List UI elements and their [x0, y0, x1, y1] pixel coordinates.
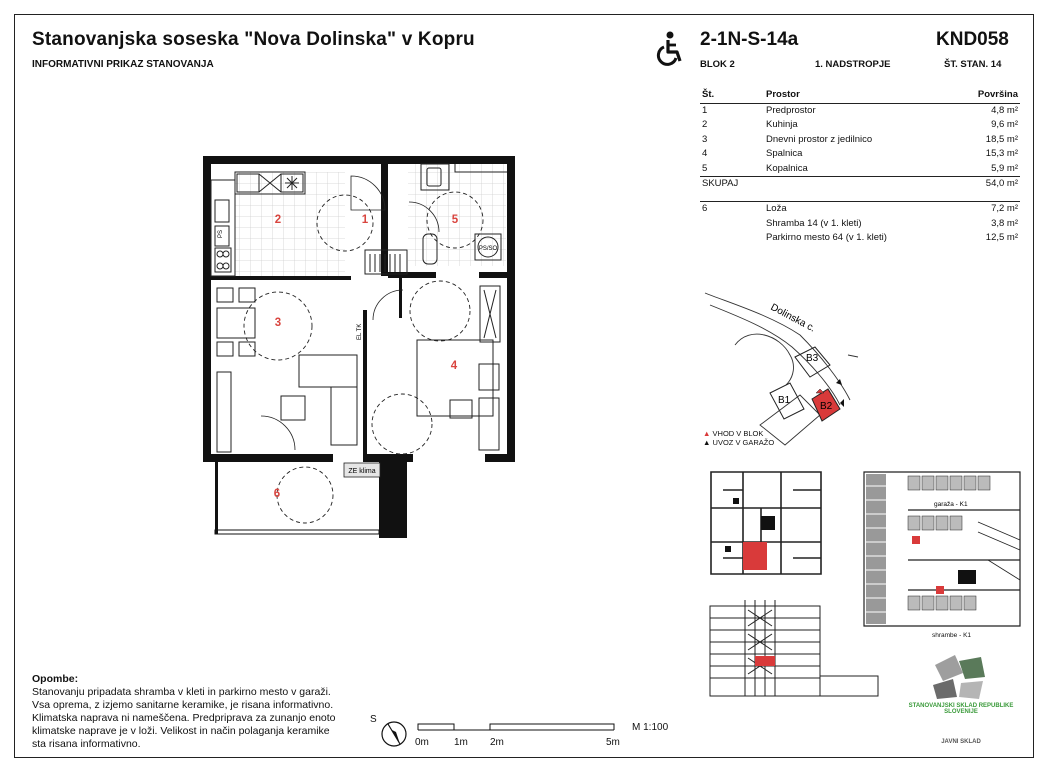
wall [363, 310, 367, 454]
organization-sub: JAVNI SKLAD [941, 739, 981, 745]
room-number: 4 [450, 360, 458, 372]
label-ps: PS [218, 229, 224, 239]
wall [211, 276, 351, 280]
organization-name: STANOVANJSKI SKLAD REPUBLIKE SLOVENIJE [908, 703, 1014, 715]
garage-plan [858, 470, 1026, 635]
scale-tick: 5m [606, 737, 620, 748]
sofa [299, 355, 357, 387]
wall [215, 462, 218, 534]
row-area: 4,8 m² [991, 104, 1018, 116]
room-number: 1 [361, 214, 369, 226]
block-b2-label: B2 [820, 401, 833, 412]
row-num: 3 [702, 133, 708, 145]
storage-label-visible: shrambe - K1 [932, 632, 972, 639]
street-name: Dolinska c. [768, 301, 817, 335]
section-plan [700, 596, 880, 706]
wall [382, 156, 515, 164]
col-header-room: Prostor [764, 88, 953, 103]
floor-label: 1. NADSTROPJE [815, 59, 891, 70]
table-row [700, 202, 1020, 217]
wall [485, 454, 515, 462]
garage-label: garaža - K1 [934, 501, 968, 508]
notes-line: sta risana informativno. [32, 738, 141, 750]
row-room: Spalnica [766, 148, 803, 160]
wall [388, 272, 436, 278]
scale-tick: 2m [490, 737, 504, 748]
table-row [700, 118, 1020, 133]
floor-plan [195, 150, 525, 540]
hood [285, 176, 299, 190]
table-row [700, 231, 1020, 246]
scale-tick: 0m [415, 737, 429, 748]
notes [32, 673, 362, 751]
row-num: 5 [702, 162, 708, 174]
scale-ratio: M 1:100 [632, 722, 669, 733]
floor-key-plan [703, 468, 828, 583]
row-room: Kopalnica [766, 162, 808, 174]
tv-cabinet [217, 372, 231, 452]
notes-line: Vsa oprema, z izjemo sanitarne keramike, je risana informativno. [32, 699, 334, 711]
table-row [700, 162, 1020, 177]
row-area: 15,3 m² [985, 148, 1018, 160]
section-highlight [755, 656, 775, 666]
col-header-area: Površina [953, 88, 1020, 103]
room-number: 3 [274, 317, 282, 329]
row-room: Shramba 14 (v 1. kleti) [766, 217, 862, 229]
loggia-rail [215, 530, 379, 534]
notes-line: klimatske naprave je v loži. Velikost in način polaganja keramike [32, 725, 330, 737]
row-room: Dnevni prostor z jedilnico [766, 133, 873, 145]
legend-entrance: VHOD V BLOK [712, 429, 764, 438]
row-room: Predprostor [766, 104, 816, 116]
oven [215, 200, 229, 222]
legend [703, 429, 774, 447]
row-area: 18,5 m² [985, 133, 1018, 145]
room-number: 6 [273, 488, 281, 500]
wheelchair-icon [655, 30, 685, 66]
row-room: Loža [764, 202, 953, 217]
table-row [700, 133, 1020, 148]
row-num: 4 [702, 148, 708, 160]
garage-icon: ▲ [703, 438, 711, 447]
row-num [700, 217, 764, 232]
wall [363, 454, 413, 462]
rooms-table [700, 88, 1020, 246]
row-area: 12,5 m² [985, 232, 1018, 244]
hob [215, 248, 231, 272]
bed [417, 340, 493, 416]
notes-line: Klimatska naprava ni nameščena. Predpriprava za zunanjo enoto [32, 712, 336, 724]
row-room: Kuhinja [766, 119, 798, 131]
label-psso: PS/SO [478, 246, 498, 252]
notes-line: Stanovanju pripadata shramba v kleti in parkirno mesto v garaži. [32, 686, 331, 698]
coffee-table [281, 396, 305, 420]
entrance-icon: ▲ [703, 429, 711, 438]
wall [507, 156, 515, 462]
page-subtitle: INFORMATIVNI PRIKAZ STANOVANJA [32, 59, 214, 70]
wall [203, 156, 388, 164]
room-number: 2 [274, 214, 282, 226]
unit-code: 2-1N-S-14a [700, 29, 799, 50]
unit-number-label: ŠT. STAN. 14 [944, 59, 1002, 70]
north-label: S [370, 714, 377, 725]
block-b3-label: B3 [806, 353, 819, 364]
label-zeklima: ZE klima [348, 468, 376, 475]
table-row [700, 217, 1020, 232]
row-area: 3,8 m² [991, 217, 1018, 229]
row-area: 5,9 m² [991, 162, 1018, 174]
row-num: 1 [702, 104, 708, 116]
label-eltk: EL TK [357, 323, 363, 340]
scale-bar [414, 718, 624, 738]
total-label: SKUPAJ [700, 177, 953, 192]
scale-tick: 1m [454, 737, 468, 748]
organization-logo [925, 655, 995, 700]
block-label: BLOK 2 [700, 59, 735, 70]
dining-table [217, 308, 255, 338]
col-header-num: Št. [700, 88, 764, 103]
sofa-chaise [331, 387, 357, 445]
wall [203, 454, 333, 462]
notes-title: Opombe: [32, 673, 79, 685]
block-b1-label: B1 [778, 395, 791, 406]
wall [379, 462, 407, 538]
wall [203, 156, 211, 462]
row-area: 9,6 m² [991, 119, 1018, 131]
page-title: Stanovanjska soseska "Nova Dolinska" v Kopru [32, 29, 475, 50]
row-num: 6 [700, 202, 764, 217]
wall [399, 276, 402, 318]
table-row [700, 147, 1020, 162]
table-row [700, 103, 1020, 118]
row-room: Parkirno mesto 64 (v 1. kleti) [766, 232, 887, 244]
row-num: 2 [702, 119, 708, 131]
kitchen-tiles [235, 172, 345, 276]
table-total-row [700, 177, 1020, 192]
total-area: 54,0 m² [953, 177, 1020, 192]
unit-id: KND058 [936, 29, 1009, 50]
room-number: 5 [451, 214, 459, 226]
legend-garage: UVOZ V GARAŽO [712, 438, 775, 447]
unit-highlight [743, 542, 767, 570]
row-area: 7,2 m² [953, 202, 1020, 217]
wall [479, 272, 515, 278]
row-num [700, 231, 764, 246]
